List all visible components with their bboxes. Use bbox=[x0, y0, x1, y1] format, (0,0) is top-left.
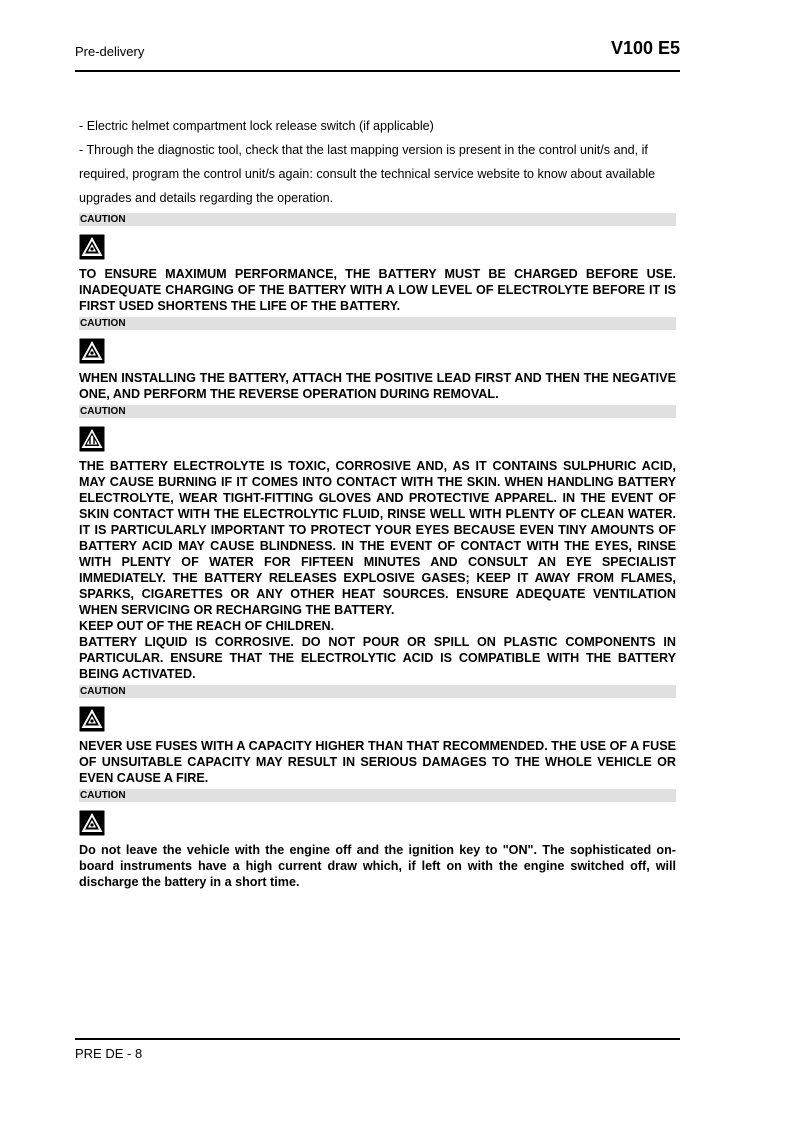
caution-text: THE BATTERY ELECTROLYTE IS TOXIC, CORROSIVE AND, AS IT CONTAINS SULPHURIC ACID, MAY CAUSE BURNING IF IT COMES INTO CONTACT WITH THE SKIN. WHEN HANDLING BATTERY ELECTROLYTE, WEAR TIGHT-FITTING GLOVES AND PROTECTIVE APPAREL. IN THE EVENT OF SKIN CONTACT WITH THE ELECTROLYTIC FLUID, RINSE WELL WITH PLENTY OF CLEAN WATER. IT IS PARTICULARLY IMPORTANT TO PROTECT YOUR EYES BECAUSE EVEN TINY AMOUNTS OF BATTERY ACID MAY CAUSE BLINDNESS. IN THE EVENT OF CONTACT WITH THE EYES, RINSE WITH PLENTY OF WATER FOR FIFTEEN MINUTES AND CONSULT AN EYE SPECIALIST IMMEDIATELY. THE BATTERY RELEASES EXPLOSIVE GASES; KEEP IT AWAY FROM FLAMES, SPARKS, CIGARETTES OR ANY OTHER HEAT SOURCES. ENSURE ADEQUATE VENTILATION WHEN SERVICING OR RECHARGING THE BATTERY. bbox=[79, 459, 676, 617]
caution-text: NEVER USE FUSES WITH A CAPACITY HIGHER THAN THAT RECOMMENDED. THE USE OF A FUSE OF UNSUITABLE CAPACITY MAY RESULT IN SERIOUS DAMAGES TO THE WHOLE VEHICLE OR EVEN CAUSE A FIRE. bbox=[79, 739, 676, 785]
model-title: V100 E5 bbox=[610, 38, 680, 58]
caution-label: CAUTION bbox=[79, 213, 676, 226]
caution-label: CAUTION bbox=[79, 685, 676, 698]
warning-triangle-icon bbox=[79, 706, 105, 732]
danger-triangle-icon bbox=[79, 426, 105, 452]
caution-label: CAUTION bbox=[79, 789, 676, 802]
caution-text: WHEN INSTALLING THE BATTERY, ATTACH THE POSITIVE LEAD FIRST AND THEN THE NEGATIVE ONE, AND PERFORM THE REVERSE OPERATION DURING REMOVAL. bbox=[79, 371, 676, 401]
intro-paragraph: - Through the diagnostic tool, check that the last mapping version is present in the control unit/s and, if required, program the control unit/s again: consult the technical service website to know about available upgrades and details regarding the operation. bbox=[79, 143, 656, 205]
caution-label: CAUTION bbox=[79, 317, 676, 330]
page-footer bbox=[75, 1038, 680, 1061]
warning-triangle-icon bbox=[79, 810, 105, 836]
caution-text: Do not leave the vehicle with the engine off and the ignition key to "ON". The sophisticated on-board instruments have a high current draw which, if left on with the engine switched off, will discharge the battery in a short time. bbox=[79, 843, 676, 889]
page-content bbox=[79, 114, 676, 890]
caution-label: CAUTION bbox=[79, 405, 676, 418]
section-title: Pre-delivery bbox=[75, 44, 145, 59]
caution-text: BATTERY LIQUID IS CORROSIVE. DO NOT POUR OR SPILL ON PLASTIC COMPONENTS IN PARTICULAR. ENSURE THAT THE ELECTROLYTIC ACID IS COMPATIBLE WITH THE BATTERY BEING ACTIVATED. bbox=[79, 635, 676, 681]
intro-paragraph: - Electric helmet compartment lock release switch (if applicable) bbox=[79, 119, 434, 133]
warning-triangle-icon bbox=[79, 338, 105, 364]
caution-text: KEEP OUT OF THE REACH OF CHILDREN. bbox=[79, 619, 335, 633]
page-header bbox=[75, 34, 680, 72]
caution-text: TO ENSURE MAXIMUM PERFORMANCE, THE BATTERY MUST BE CHARGED BEFORE USE. INADEQUATE CHARGING OF THE BATTERY WITH A LOW LEVEL OF ELECTROLYTE BEFORE IT IS FIRST USED SHORTENS THE LIFE OF THE BATTERY. bbox=[79, 267, 676, 313]
warning-triangle-icon bbox=[79, 234, 105, 260]
page-number: PRE DE - 8 bbox=[75, 1046, 143, 1061]
